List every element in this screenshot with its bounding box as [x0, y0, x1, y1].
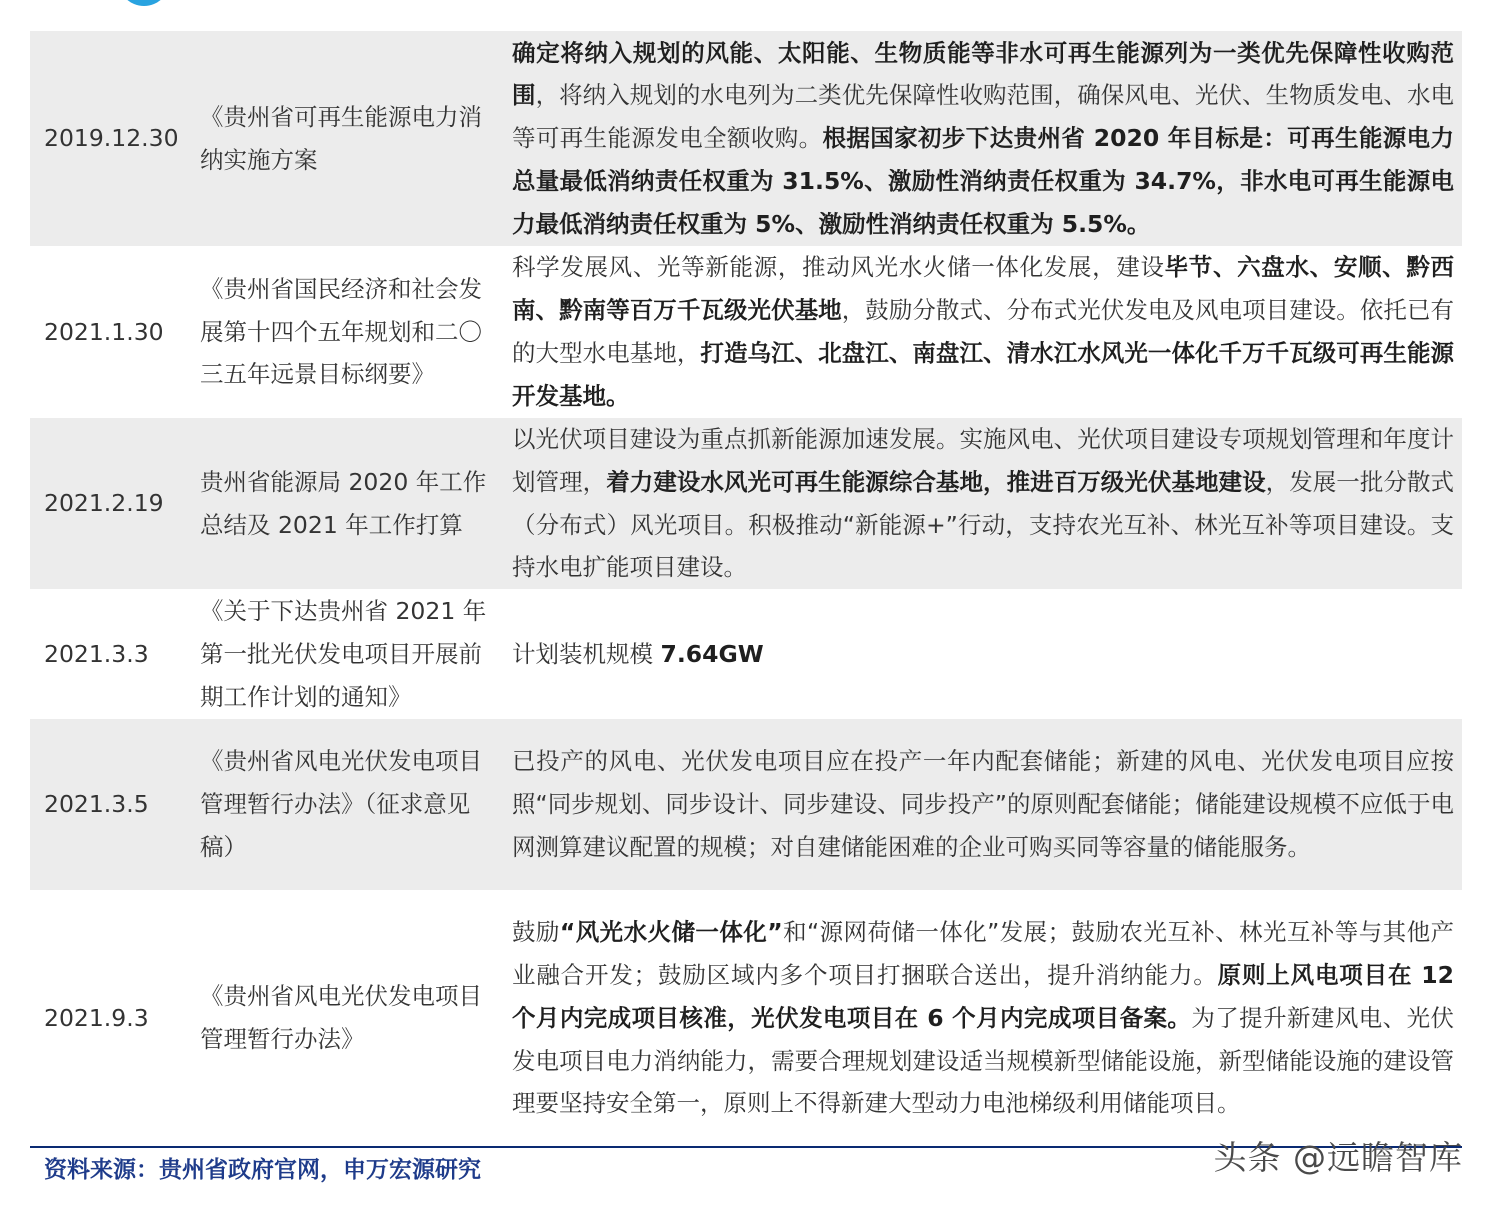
- emphasis-text: 确定将纳入规划的风能、太阳能、生物质能等非水可再生能源列为一类优先保障性收购范围: [512, 38, 1454, 110]
- body-text: ，发展一批分散式（分布式）风光项目。积极推动“新能源+”行动，支持农光互补、林光互补等项目建设。支持水电扩能项目建设。: [512, 467, 1455, 582]
- body-text: 已投产的风电、光伏发电项目应在投产一年内配套储能；新建的风电、光伏发电项目应按照“同步规划、同步设计、同步建设、同步投产”的原则配套储能；储能建设规模不应低于电网测算建议配置的规模；对自建储能困难的企业可购买同等容量的储能服务。: [512, 747, 1454, 862]
- row-content: [512, 418, 1462, 589]
- row-date: 2021.9.3: [44, 1003, 149, 1032]
- row-policy-title: 《贵州省可再生能源电力消纳实施方案: [200, 31, 512, 246]
- emphasis-text: 根据国家初步下达贵州省 2020 年目标是：可再生能源电力总量最低消纳责任权重为 31.5%、激励性消纳责任权重为 34.7%，非水电可再生能源电力最低消纳责任权重为 5%、激励性消纳责任权重为 5.5%。: [512, 124, 1454, 238]
- row-date: 2021.3.3: [44, 639, 149, 668]
- body-text: 计划装机规模: [512, 639, 661, 668]
- body-text: 科学发展风、光等新能源，推动风光水火储一体化发展，建设: [512, 253, 1165, 282]
- row-date: 2021.3.5: [30, 719, 200, 890]
- body-text: 和“源网荷储一体化”发展；鼓励农光互补、林光互补等与其他产业融合开发；鼓励区域内多个项目打捆联合送出，提升消纳能力。: [512, 918, 1455, 989]
- row-content: [512, 890, 1462, 1146]
- table-row: [30, 890, 1462, 1146]
- emphasis-text: 7.64GW: [660, 639, 764, 668]
- row-policy-title: 贵州省能源局 2020 年工作总结及 2021 年工作打算: [200, 418, 512, 589]
- row-date: 2021.1.30: [44, 317, 164, 346]
- body-text: ，鼓励分散式、分布式光伏发电及风电项目建设。依托已有的大型水电基地，: [512, 296, 1455, 367]
- table-row: [30, 719, 1462, 890]
- corner-logo-mark: [118, 0, 170, 6]
- table-row: [30, 246, 1462, 418]
- table-row: [30, 31, 1462, 246]
- row-policy-title: 《贵州省国民经济和社会发展第十四个五年规划和二〇三五年远景目标纲要》: [200, 274, 482, 389]
- row-content: [512, 719, 1462, 890]
- source-note: 资料来源：贵州省政府官网，申万宏源研究: [44, 1157, 481, 1183]
- body-text: 为了提升新建风电、光伏发电项目电力消纳能力，需要合理规划建设适当规模新型储能设施，新型储能设施的建设管理要坚持安全第一，原则上不得新建大型动力电池梯级利用储能项目。: [512, 1003, 1455, 1118]
- table-row: [30, 589, 1462, 719]
- emphasis-text: “风光水火储一体化”: [559, 918, 783, 947]
- emphasis-text: 原则上风电项目在 12 个月内完成项目核准，光伏发电项目在 6 个月内完成项目备案。: [512, 960, 1454, 1032]
- body-text: ，将纳入规划的水电列为二类优先保障性收购范围，确保风电、光伏、生物质发电、水电等可再生能源发电全额收购。: [512, 81, 1455, 153]
- row-content: [512, 31, 1462, 246]
- row-policy-title: 《关于下达贵州省 2021 年第一批光伏发电项目开展前期工作计划的通知》: [200, 596, 487, 711]
- body-text: 以光伏项目建设为重点抓新能源加速发展。实施风电、光伏项目建设专项规划管理和年度计划管理，: [512, 425, 1454, 496]
- row-date: 2019.12.30: [30, 31, 200, 246]
- row-date: 2021.2.19: [30, 418, 200, 589]
- watermark: 头条 @远瞻智库: [1213, 1138, 1463, 1177]
- row-content: [512, 589, 1462, 719]
- row-content: [512, 246, 1462, 418]
- row-policy-title: 《贵州省风电光伏发电项目管理暂行办法》: [200, 982, 482, 1054]
- emphasis-text: 着力建设水风光可再生能源综合基地，推进百万级光伏基地建设: [606, 467, 1266, 496]
- emphasis-text: 打造乌江、北盘江、南盘江、清水江水风光一体化千万千瓦级可再生能源开发基地。: [512, 339, 1455, 410]
- emphasis-text: 毕节、六盘水、安顺、黔西南、黔南等百万千瓦级光伏基地: [512, 253, 1455, 325]
- row-policy-title: 《贵州省风电光伏发电项目管理暂行办法》（征求意见稿）: [200, 719, 512, 890]
- table-row: [30, 418, 1462, 589]
- body-text: 鼓励: [512, 918, 560, 947]
- policy-table: [30, 31, 1462, 1146]
